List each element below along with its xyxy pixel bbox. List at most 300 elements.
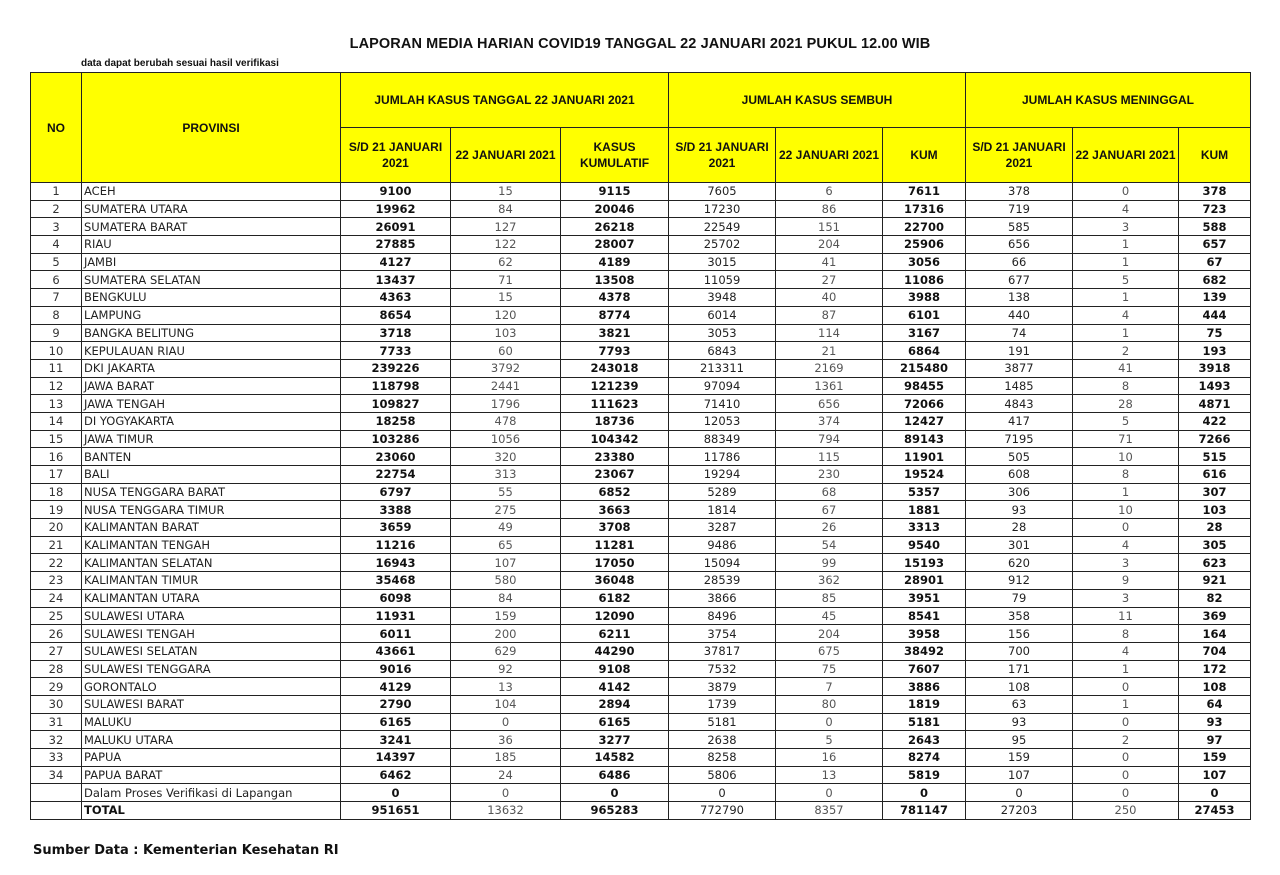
meninggal-jan22: 1 bbox=[1073, 483, 1179, 501]
kasus-kumulatif: 104342 bbox=[561, 430, 669, 448]
sembuh-jan22: 7 bbox=[776, 678, 883, 696]
kasus-jan22: 84 bbox=[451, 589, 561, 607]
kasus-jan22: 120 bbox=[451, 306, 561, 324]
sembuh-kum: 19524 bbox=[883, 466, 966, 484]
sembuh-sd21: 37817 bbox=[669, 642, 776, 660]
kasus-kumulatif: 23380 bbox=[561, 448, 669, 466]
sembuh-jan22: 204 bbox=[776, 625, 883, 643]
kasus-kumulatif: 28007 bbox=[561, 236, 669, 254]
meninggal-kum: 623 bbox=[1179, 554, 1251, 572]
sembuh-sd21: 88349 bbox=[669, 430, 776, 448]
sembuh-kum: 781147 bbox=[883, 802, 966, 820]
kasus-kumulatif: 4142 bbox=[561, 678, 669, 696]
row-provinsi: PAPUA bbox=[82, 749, 341, 767]
kasus-sd21: 16943 bbox=[341, 554, 451, 572]
sembuh-kum: 17316 bbox=[883, 200, 966, 218]
meninggal-kum: 75 bbox=[1179, 324, 1251, 342]
sembuh-jan22: 27 bbox=[776, 271, 883, 289]
table-row bbox=[31, 607, 1251, 625]
kasus-sd21: 951651 bbox=[341, 802, 451, 820]
kasus-jan22: 36 bbox=[451, 731, 561, 749]
sembuh-sd21: 3287 bbox=[669, 519, 776, 537]
kasus-kumulatif: 0 bbox=[561, 784, 669, 802]
sembuh-sd21: 3866 bbox=[669, 589, 776, 607]
table-row bbox=[31, 625, 1251, 643]
row-no: 24 bbox=[31, 589, 82, 607]
header-provinsi: PROVINSI bbox=[82, 73, 341, 183]
sembuh-kum: 3988 bbox=[883, 289, 966, 307]
sembuh-sd21: 5806 bbox=[669, 766, 776, 784]
sembuh-jan22: 85 bbox=[776, 589, 883, 607]
sembuh-sd21: 12053 bbox=[669, 412, 776, 430]
sembuh-kum: 1819 bbox=[883, 695, 966, 713]
meninggal-jan22: 4 bbox=[1073, 200, 1179, 218]
kasus-sd21: 6165 bbox=[341, 713, 451, 731]
meninggal-sd21: 301 bbox=[966, 536, 1073, 554]
sembuh-jan22: 6 bbox=[776, 183, 883, 201]
meninggal-jan22: 28 bbox=[1073, 395, 1179, 413]
header-sembuh-jan22: 22 JANUARI 2021 bbox=[776, 128, 883, 183]
sembuh-sd21: 3948 bbox=[669, 289, 776, 307]
kasus-sd21: 3659 bbox=[341, 519, 451, 537]
sembuh-sd21: 0 bbox=[669, 784, 776, 802]
kasus-sd21: 11216 bbox=[341, 536, 451, 554]
meninggal-kum: 0 bbox=[1179, 784, 1251, 802]
kasus-jan22: 107 bbox=[451, 554, 561, 572]
sembuh-sd21: 15094 bbox=[669, 554, 776, 572]
kasus-kumulatif: 3663 bbox=[561, 501, 669, 519]
meninggal-jan22: 5 bbox=[1073, 271, 1179, 289]
sembuh-sd21: 9486 bbox=[669, 536, 776, 554]
table-row bbox=[31, 589, 1251, 607]
meninggal-kum: 3918 bbox=[1179, 359, 1251, 377]
table-row bbox=[31, 342, 1251, 360]
kasus-sd21: 3241 bbox=[341, 731, 451, 749]
kasus-sd21: 3388 bbox=[341, 501, 451, 519]
kasus-sd21: 9100 bbox=[341, 183, 451, 201]
sembuh-jan22: 0 bbox=[776, 713, 883, 731]
row-provinsi: DI YOGYAKARTA bbox=[82, 412, 341, 430]
table-row bbox=[31, 660, 1251, 678]
kasus-jan22: 62 bbox=[451, 253, 561, 271]
kasus-jan22: 13632 bbox=[451, 802, 561, 820]
row-no: 7 bbox=[31, 289, 82, 307]
meninggal-kum: 588 bbox=[1179, 218, 1251, 236]
sembuh-jan22: 16 bbox=[776, 749, 883, 767]
kasus-jan22: 65 bbox=[451, 536, 561, 554]
kasus-kumulatif: 36048 bbox=[561, 572, 669, 590]
meninggal-kum: 159 bbox=[1179, 749, 1251, 767]
sembuh-kum: 3958 bbox=[883, 625, 966, 643]
sembuh-jan22: 115 bbox=[776, 448, 883, 466]
meninggal-sd21: 417 bbox=[966, 412, 1073, 430]
kasus-kumulatif: 14582 bbox=[561, 749, 669, 767]
meninggal-sd21: 1485 bbox=[966, 377, 1073, 395]
kasus-jan22: 24 bbox=[451, 766, 561, 784]
meninggal-jan22: 1 bbox=[1073, 324, 1179, 342]
covid-table bbox=[30, 72, 1251, 820]
kasus-jan22: 49 bbox=[451, 519, 561, 537]
sembuh-sd21: 97094 bbox=[669, 377, 776, 395]
meninggal-sd21: 28 bbox=[966, 519, 1073, 537]
row-no: 21 bbox=[31, 536, 82, 554]
row-provinsi: KALIMANTAN TIMUR bbox=[82, 572, 341, 590]
meninggal-kum: 378 bbox=[1179, 183, 1251, 201]
meninggal-kum: 723 bbox=[1179, 200, 1251, 218]
sembuh-kum: 11901 bbox=[883, 448, 966, 466]
sembuh-jan22: 794 bbox=[776, 430, 883, 448]
kasus-sd21: 0 bbox=[341, 784, 451, 802]
table-row bbox=[31, 501, 1251, 519]
kasus-jan22: 71 bbox=[451, 271, 561, 289]
meninggal-kum: 7266 bbox=[1179, 430, 1251, 448]
table-row bbox=[31, 324, 1251, 342]
meninggal-kum: 193 bbox=[1179, 342, 1251, 360]
sembuh-sd21: 772790 bbox=[669, 802, 776, 820]
kasus-kumulatif: 3821 bbox=[561, 324, 669, 342]
sembuh-jan22: 45 bbox=[776, 607, 883, 625]
kasus-sd21: 2790 bbox=[341, 695, 451, 713]
meninggal-kum: 4871 bbox=[1179, 395, 1251, 413]
sembuh-kum: 7611 bbox=[883, 183, 966, 201]
meninggal-jan22: 0 bbox=[1073, 678, 1179, 696]
table-row bbox=[31, 306, 1251, 324]
kasus-jan22: 313 bbox=[451, 466, 561, 484]
sembuh-sd21: 8258 bbox=[669, 749, 776, 767]
kasus-kumulatif: 4378 bbox=[561, 289, 669, 307]
meninggal-kum: 369 bbox=[1179, 607, 1251, 625]
kasus-kumulatif: 6852 bbox=[561, 483, 669, 501]
kasus-jan22: 580 bbox=[451, 572, 561, 590]
row-no: 8 bbox=[31, 306, 82, 324]
header-kasus-kumulatif: KASUS KUMULATIF bbox=[561, 128, 669, 183]
row-no: 34 bbox=[31, 766, 82, 784]
row-provinsi: SUMATERA UTARA bbox=[82, 200, 341, 218]
row-provinsi: SULAWESI BARAT bbox=[82, 695, 341, 713]
sembuh-jan22: 68 bbox=[776, 483, 883, 501]
meninggal-sd21: 156 bbox=[966, 625, 1073, 643]
row-no bbox=[31, 784, 82, 802]
kasus-kumulatif: 11281 bbox=[561, 536, 669, 554]
row-no: 11 bbox=[31, 359, 82, 377]
meninggal-jan22: 0 bbox=[1073, 784, 1179, 802]
table-row bbox=[31, 271, 1251, 289]
meninggal-sd21: 107 bbox=[966, 766, 1073, 784]
meninggal-kum: 67 bbox=[1179, 253, 1251, 271]
kasus-sd21: 27885 bbox=[341, 236, 451, 254]
meninggal-jan22: 1 bbox=[1073, 289, 1179, 307]
sembuh-kum: 3313 bbox=[883, 519, 966, 537]
row-provinsi: KEPULAUAN RIAU bbox=[82, 342, 341, 360]
meninggal-jan22: 1 bbox=[1073, 660, 1179, 678]
row-provinsi: JAWA TIMUR bbox=[82, 430, 341, 448]
meninggal-kum: 108 bbox=[1179, 678, 1251, 696]
table-row bbox=[31, 784, 1251, 802]
sembuh-sd21: 19294 bbox=[669, 466, 776, 484]
kasus-jan22: 159 bbox=[451, 607, 561, 625]
meninggal-sd21: 74 bbox=[966, 324, 1073, 342]
meninggal-sd21: 912 bbox=[966, 572, 1073, 590]
kasus-kumulatif: 9108 bbox=[561, 660, 669, 678]
kasus-sd21: 4129 bbox=[341, 678, 451, 696]
meninggal-kum: 616 bbox=[1179, 466, 1251, 484]
row-provinsi: SULAWESI TENGGARA bbox=[82, 660, 341, 678]
row-no: 13 bbox=[31, 395, 82, 413]
sembuh-kum: 89143 bbox=[883, 430, 966, 448]
sembuh-jan22: 99 bbox=[776, 554, 883, 572]
row-provinsi: BANTEN bbox=[82, 448, 341, 466]
meninggal-kum: 1493 bbox=[1179, 377, 1251, 395]
sembuh-jan22: 230 bbox=[776, 466, 883, 484]
kasus-kumulatif: 13508 bbox=[561, 271, 669, 289]
kasus-kumulatif: 23067 bbox=[561, 466, 669, 484]
table-row bbox=[31, 519, 1251, 537]
row-no: 29 bbox=[31, 678, 82, 696]
kasus-sd21: 4363 bbox=[341, 289, 451, 307]
meninggal-sd21: 171 bbox=[966, 660, 1073, 678]
kasus-jan22: 92 bbox=[451, 660, 561, 678]
row-no: 20 bbox=[31, 519, 82, 537]
kasus-kumulatif: 3277 bbox=[561, 731, 669, 749]
row-provinsi: SULAWESI TENGAH bbox=[82, 625, 341, 643]
kasus-sd21: 6011 bbox=[341, 625, 451, 643]
meninggal-sd21: 108 bbox=[966, 678, 1073, 696]
sembuh-kum: 0 bbox=[883, 784, 966, 802]
kasus-kumulatif: 26218 bbox=[561, 218, 669, 236]
sembuh-kum: 3167 bbox=[883, 324, 966, 342]
kasus-kumulatif: 111623 bbox=[561, 395, 669, 413]
kasus-kumulatif: 6165 bbox=[561, 713, 669, 731]
kasus-jan22: 0 bbox=[451, 713, 561, 731]
sembuh-kum: 8274 bbox=[883, 749, 966, 767]
row-no: 25 bbox=[31, 607, 82, 625]
table-row bbox=[31, 572, 1251, 590]
meninggal-jan22: 0 bbox=[1073, 749, 1179, 767]
row-no: 12 bbox=[31, 377, 82, 395]
meninggal-kum: 515 bbox=[1179, 448, 1251, 466]
kasus-kumulatif: 2894 bbox=[561, 695, 669, 713]
table-row bbox=[31, 642, 1251, 660]
meninggal-jan22: 0 bbox=[1073, 183, 1179, 201]
meninggal-kum: 82 bbox=[1179, 589, 1251, 607]
row-provinsi: JAWA BARAT bbox=[82, 377, 341, 395]
kasus-kumulatif: 20046 bbox=[561, 200, 669, 218]
header-meninggal-sd21: S/D 21 JANUARI 2021 bbox=[966, 128, 1073, 183]
sembuh-jan22: 675 bbox=[776, 642, 883, 660]
table-row bbox=[31, 466, 1251, 484]
meninggal-kum: 682 bbox=[1179, 271, 1251, 289]
kasus-sd21: 8654 bbox=[341, 306, 451, 324]
sembuh-sd21: 17230 bbox=[669, 200, 776, 218]
row-no: 31 bbox=[31, 713, 82, 731]
row-no: 18 bbox=[31, 483, 82, 501]
table-row bbox=[31, 483, 1251, 501]
kasus-sd21: 109827 bbox=[341, 395, 451, 413]
sembuh-kum: 25906 bbox=[883, 236, 966, 254]
sembuh-sd21: 11786 bbox=[669, 448, 776, 466]
meninggal-sd21: 138 bbox=[966, 289, 1073, 307]
meninggal-sd21: 608 bbox=[966, 466, 1073, 484]
row-provinsi: MALUKU UTARA bbox=[82, 731, 341, 749]
row-no: 32 bbox=[31, 731, 82, 749]
kasus-sd21: 22754 bbox=[341, 466, 451, 484]
row-provinsi: TOTAL bbox=[82, 802, 341, 820]
sembuh-sd21: 1739 bbox=[669, 695, 776, 713]
report-title: LAPORAN MEDIA HARIAN COVID19 TANGGAL 22 JANUARI 2021 PUKUL 12.00 WIB bbox=[349, 36, 931, 52]
row-no: 9 bbox=[31, 324, 82, 342]
sembuh-jan22: 67 bbox=[776, 501, 883, 519]
table-row bbox=[31, 749, 1251, 767]
meninggal-jan22: 2 bbox=[1073, 731, 1179, 749]
sembuh-sd21: 28539 bbox=[669, 572, 776, 590]
kasus-jan22: 0 bbox=[451, 784, 561, 802]
meninggal-jan22: 11 bbox=[1073, 607, 1179, 625]
sembuh-kum: 38492 bbox=[883, 642, 966, 660]
row-provinsi: BALI bbox=[82, 466, 341, 484]
meninggal-kum: 64 bbox=[1179, 695, 1251, 713]
sembuh-jan22: 87 bbox=[776, 306, 883, 324]
table-row bbox=[31, 678, 1251, 696]
kasus-kumulatif: 3708 bbox=[561, 519, 669, 537]
meninggal-kum: 97 bbox=[1179, 731, 1251, 749]
row-no: 30 bbox=[31, 695, 82, 713]
kasus-jan22: 3792 bbox=[451, 359, 561, 377]
header-kasus-sd21: S/D 21 JANUARI 2021 bbox=[341, 128, 451, 183]
sembuh-jan22: 26 bbox=[776, 519, 883, 537]
sembuh-sd21: 11059 bbox=[669, 271, 776, 289]
meninggal-kum: 28 bbox=[1179, 519, 1251, 537]
sembuh-jan22: 656 bbox=[776, 395, 883, 413]
row-no: 26 bbox=[31, 625, 82, 643]
table-row bbox=[31, 395, 1251, 413]
meninggal-jan22: 0 bbox=[1073, 766, 1179, 784]
kasus-sd21: 6098 bbox=[341, 589, 451, 607]
meninggal-sd21: 63 bbox=[966, 695, 1073, 713]
row-no: 28 bbox=[31, 660, 82, 678]
kasus-kumulatif: 4189 bbox=[561, 253, 669, 271]
row-no: 22 bbox=[31, 554, 82, 572]
kasus-jan22: 15 bbox=[451, 183, 561, 201]
row-provinsi: MALUKU bbox=[82, 713, 341, 731]
meninggal-sd21: 93 bbox=[966, 501, 1073, 519]
sembuh-kum: 5357 bbox=[883, 483, 966, 501]
meninggal-sd21: 93 bbox=[966, 713, 1073, 731]
kasus-jan22: 275 bbox=[451, 501, 561, 519]
sembuh-sd21: 6843 bbox=[669, 342, 776, 360]
sembuh-sd21: 213311 bbox=[669, 359, 776, 377]
meninggal-jan22: 9 bbox=[1073, 572, 1179, 590]
row-provinsi: Dalam Proses Verifikasi di Lapangan bbox=[82, 784, 341, 802]
meninggal-jan22: 3 bbox=[1073, 218, 1179, 236]
sembuh-jan22: 75 bbox=[776, 660, 883, 678]
sembuh-jan22: 114 bbox=[776, 324, 883, 342]
row-no: 2 bbox=[31, 200, 82, 218]
meninggal-jan22: 10 bbox=[1073, 501, 1179, 519]
sembuh-jan22: 8357 bbox=[776, 802, 883, 820]
row-provinsi: BANGKA BELITUNG bbox=[82, 324, 341, 342]
sembuh-kum: 28901 bbox=[883, 572, 966, 590]
kasus-kumulatif: 6211 bbox=[561, 625, 669, 643]
kasus-jan22: 60 bbox=[451, 342, 561, 360]
header-group-kasus: JUMLAH KASUS TANGGAL 22 JANUARI 2021 bbox=[341, 73, 669, 128]
meninggal-kum: 172 bbox=[1179, 660, 1251, 678]
row-no: 4 bbox=[31, 236, 82, 254]
meninggal-sd21: 27203 bbox=[966, 802, 1073, 820]
sembuh-jan22: 13 bbox=[776, 766, 883, 784]
sembuh-sd21: 25702 bbox=[669, 236, 776, 254]
sembuh-sd21: 3879 bbox=[669, 678, 776, 696]
meninggal-jan22: 0 bbox=[1073, 519, 1179, 537]
kasus-kumulatif: 17050 bbox=[561, 554, 669, 572]
table-row bbox=[31, 713, 1251, 731]
meninggal-jan22: 8 bbox=[1073, 466, 1179, 484]
sembuh-kum: 98455 bbox=[883, 377, 966, 395]
kasus-kumulatif: 7793 bbox=[561, 342, 669, 360]
row-no: 3 bbox=[31, 218, 82, 236]
kasus-jan22: 84 bbox=[451, 200, 561, 218]
meninggal-sd21: 159 bbox=[966, 749, 1073, 767]
sembuh-jan22: 204 bbox=[776, 236, 883, 254]
meninggal-sd21: 677 bbox=[966, 271, 1073, 289]
kasus-sd21: 14397 bbox=[341, 749, 451, 767]
meninggal-kum: 657 bbox=[1179, 236, 1251, 254]
table-row bbox=[31, 695, 1251, 713]
sembuh-jan22: 80 bbox=[776, 695, 883, 713]
kasus-sd21: 11931 bbox=[341, 607, 451, 625]
meninggal-jan22: 8 bbox=[1073, 625, 1179, 643]
row-provinsi: BENGKULU bbox=[82, 289, 341, 307]
kasus-jan22: 629 bbox=[451, 642, 561, 660]
sembuh-sd21: 2638 bbox=[669, 731, 776, 749]
meninggal-kum: 139 bbox=[1179, 289, 1251, 307]
sembuh-jan22: 54 bbox=[776, 536, 883, 554]
meninggal-kum: 444 bbox=[1179, 306, 1251, 324]
sembuh-kum: 2643 bbox=[883, 731, 966, 749]
meninggal-sd21: 378 bbox=[966, 183, 1073, 201]
kasus-sd21: 239226 bbox=[341, 359, 451, 377]
kasus-jan22: 15 bbox=[451, 289, 561, 307]
kasus-jan22: 2441 bbox=[451, 377, 561, 395]
row-no: 5 bbox=[31, 253, 82, 271]
sembuh-jan22: 40 bbox=[776, 289, 883, 307]
kasus-sd21: 6462 bbox=[341, 766, 451, 784]
meninggal-jan22: 4 bbox=[1073, 536, 1179, 554]
row-provinsi: KALIMANTAN UTARA bbox=[82, 589, 341, 607]
meninggal-sd21: 191 bbox=[966, 342, 1073, 360]
sembuh-sd21: 3015 bbox=[669, 253, 776, 271]
row-provinsi: SULAWESI UTARA bbox=[82, 607, 341, 625]
kasus-sd21: 103286 bbox=[341, 430, 451, 448]
table-row bbox=[31, 218, 1251, 236]
table-row bbox=[31, 200, 1251, 218]
row-provinsi: DKI JAKARTA bbox=[82, 359, 341, 377]
header-kasus-jan22: 22 JANUARI 2021 bbox=[451, 128, 561, 183]
kasus-jan22: 200 bbox=[451, 625, 561, 643]
meninggal-sd21: 505 bbox=[966, 448, 1073, 466]
sembuh-jan22: 374 bbox=[776, 412, 883, 430]
row-provinsi: KALIMANTAN TENGAH bbox=[82, 536, 341, 554]
kasus-jan22: 104 bbox=[451, 695, 561, 713]
kasus-sd21: 13437 bbox=[341, 271, 451, 289]
meninggal-sd21: 656 bbox=[966, 236, 1073, 254]
sembuh-sd21: 5181 bbox=[669, 713, 776, 731]
header-group-meninggal: JUMLAH KASUS MENINGGAL bbox=[966, 73, 1251, 128]
row-provinsi: LAMPUNG bbox=[82, 306, 341, 324]
sembuh-kum: 72066 bbox=[883, 395, 966, 413]
table-row bbox=[31, 731, 1251, 749]
meninggal-kum: 422 bbox=[1179, 412, 1251, 430]
kasus-sd21: 6797 bbox=[341, 483, 451, 501]
